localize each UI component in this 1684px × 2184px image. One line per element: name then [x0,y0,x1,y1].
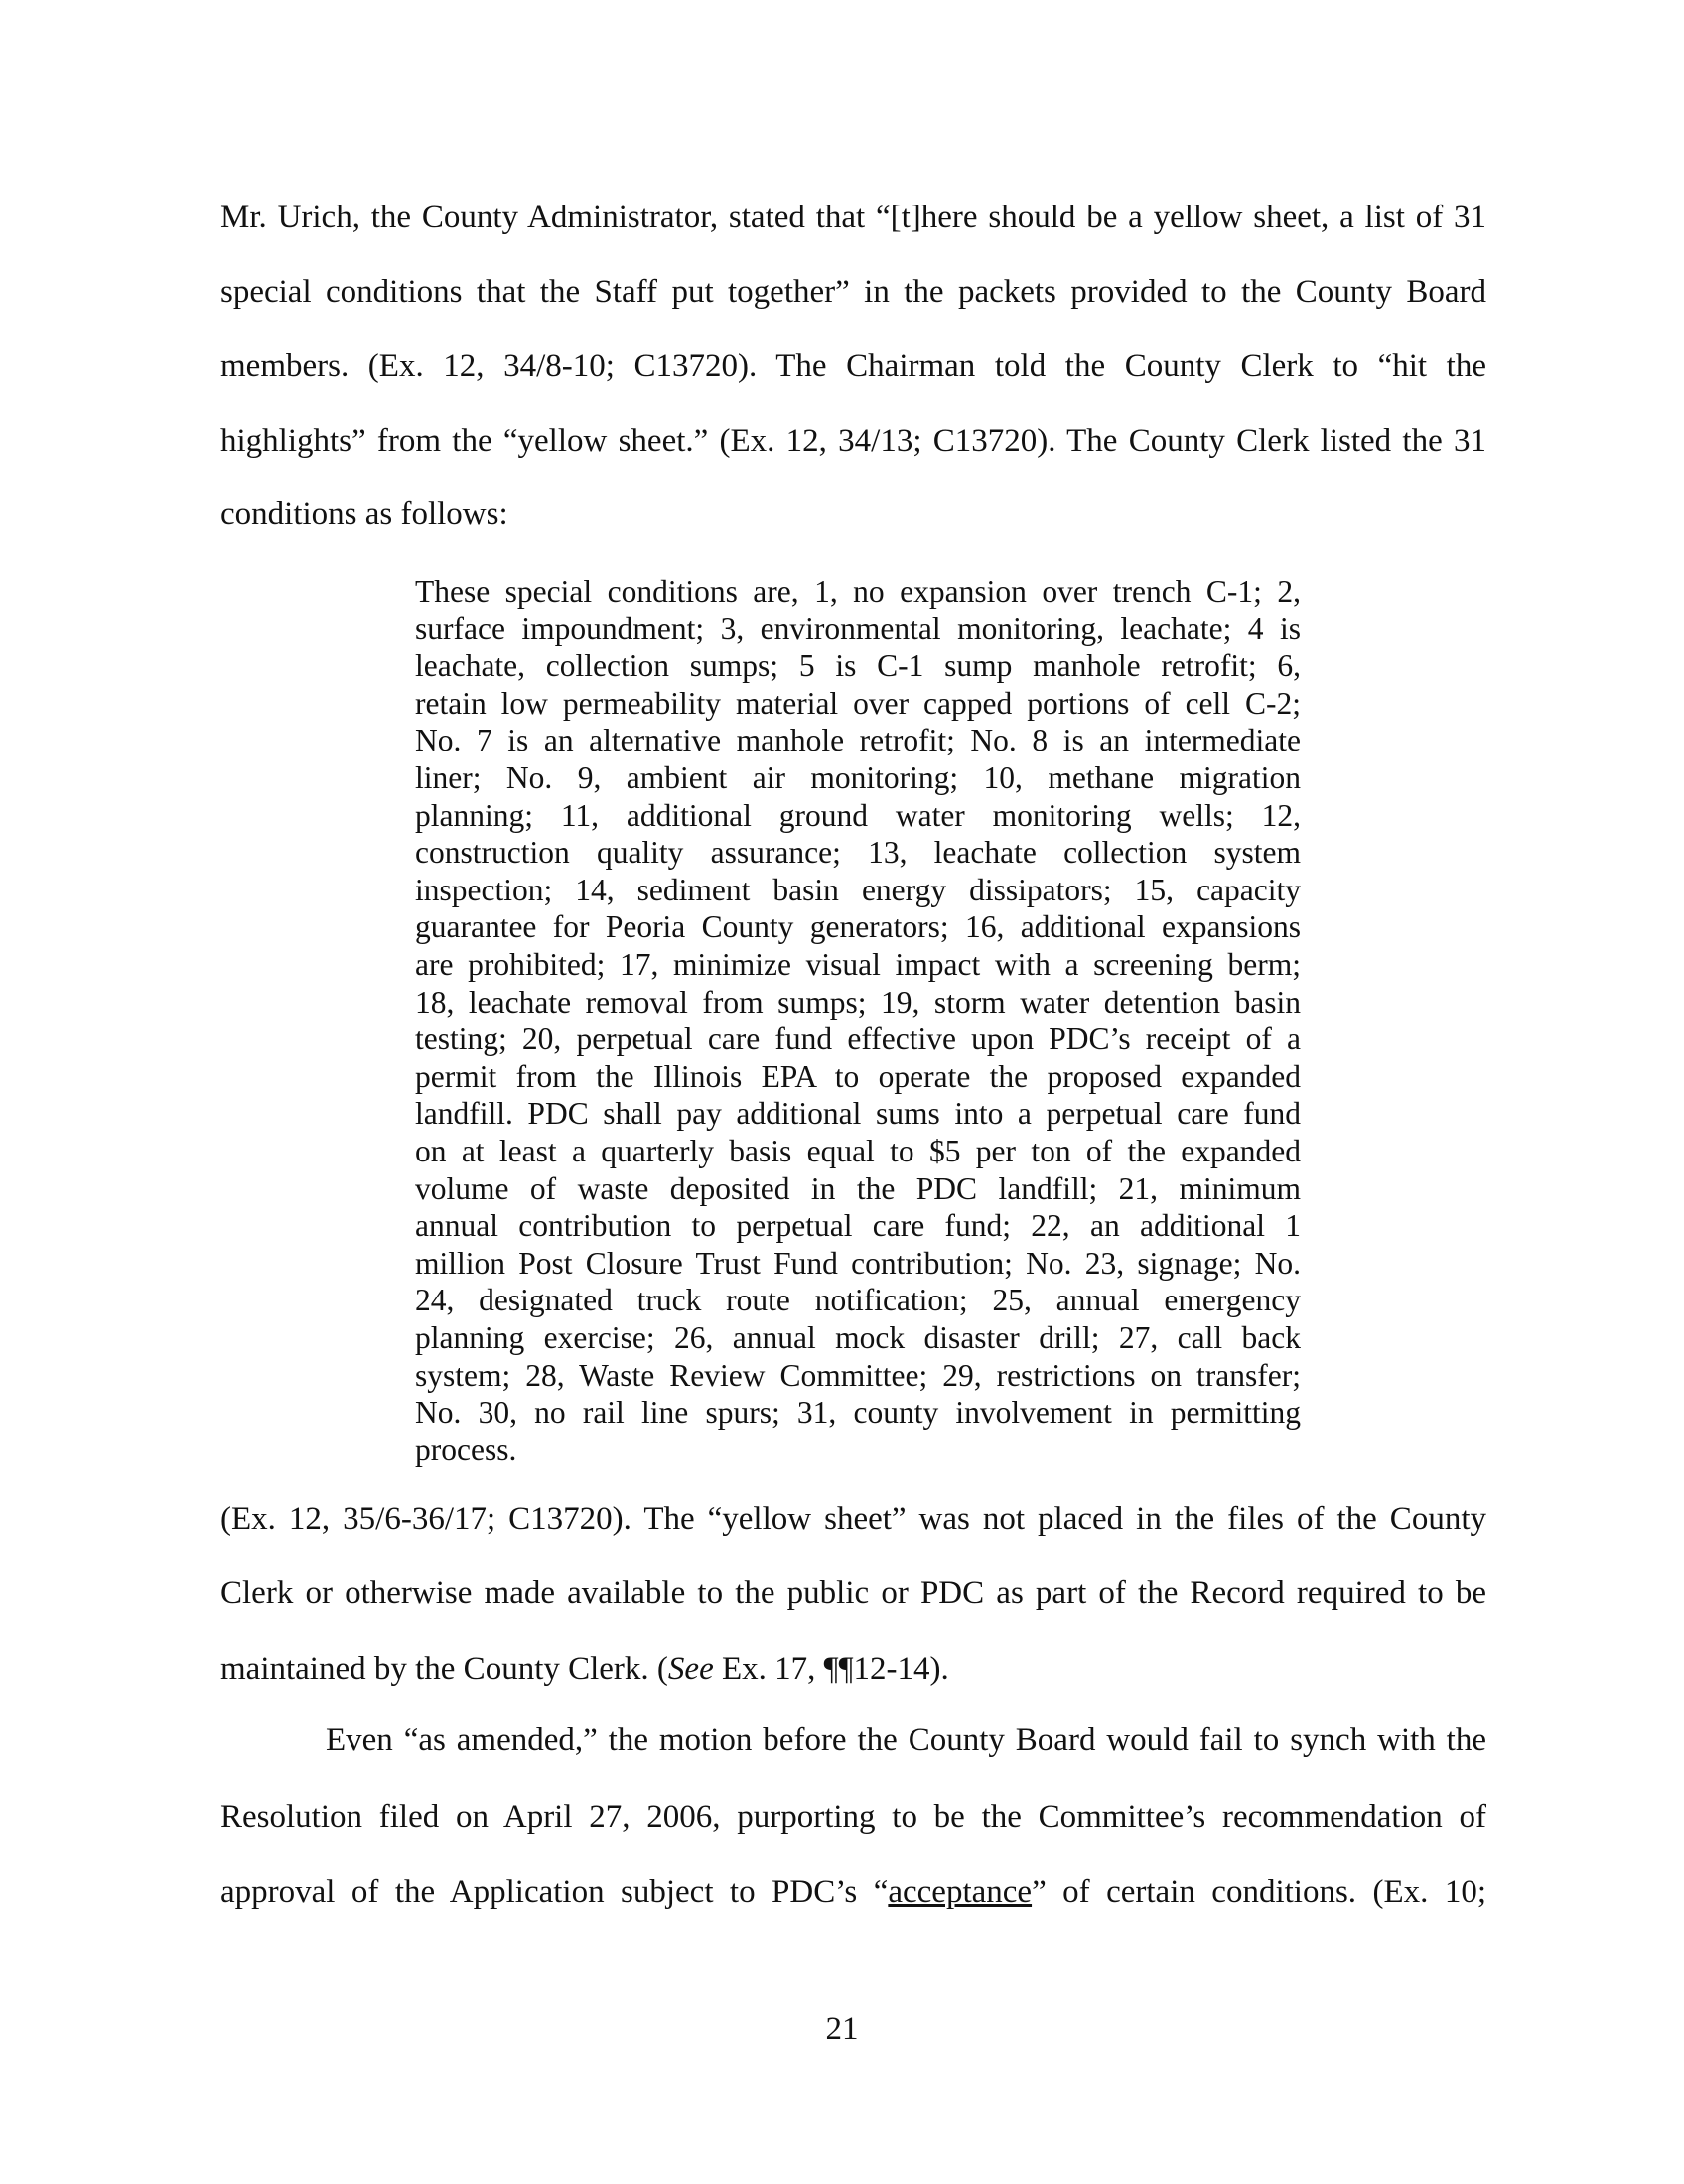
block-quote-line: construction quality assurance; 13, leachate collection system [415,835,1301,871]
block-quote-line: surface impoundment; 3, environmental monitoring, leachate; 4 is [415,611,1301,646]
paragraph-2-line [220,1573,1486,1613]
block-quote-line: million Post Closure Trust Fund contribution; No. 23, signage; No. [415,1245,1301,1281]
block-quote-line: are prohibited; 17, minimize visual impact with a screening berm; [415,947,1301,982]
text-segment: maintained by the County Clerk. ( [220,1651,668,1687]
block-quote-line: inspection; 14, sediment basin energy dissipators; 15, capacity [415,872,1301,907]
paragraph-1-line: Mr. Urich, the County Administrator, stated that “[t]here should be a yellow sheet, a list of 31 [220,200,1486,235]
italic-text: See [667,1651,714,1687]
paragraph-3-line [220,1872,1486,1912]
paragraph-2-line [220,1499,1486,1539]
text-segment: Clerk or otherwise made available to the public or PDC as part of the Record required to be [220,1575,1486,1611]
block-quote-line: permit from the Illinois EPA to operate the proposed expanded [415,1058,1301,1094]
block-quote-line: volume of waste deposited in the PDC landfill; 21, minimum [415,1170,1301,1206]
paragraph-1-line: highlights” from the “yellow sheet.” (Ex. 12, 34/13; C13720). The County Clerk listed the 31 [220,423,1486,459]
paragraph-1-line: members. (Ex. 12, 34/8-10; C13720). The Chairman told the County Clerk to “hit the [220,348,1486,384]
block-quote-line: guarantee for Peoria County generators; 16, additional expansions [415,909,1301,945]
block-quote-line: No. 7 is an alternative manhole retrofit; No. 8 is an intermediate [415,723,1301,758]
block-quote-line: on at least a quarterly basis equal to $5 per ton of the expanded [415,1134,1301,1168]
text-segment: ” of certain conditions. (Ex. 10; [1032,1874,1487,1910]
paragraph-1-line: special conditions that the Staff put together” in the packets provided to the County Board [220,274,1486,310]
block-quote-line: 18, leachate removal from sumps; 19, storm water detention basin [415,984,1301,1020]
page-number: 21 [825,2011,859,2047]
block-quote-line: These special conditions are, 1, no expansion over trench C-1; 2, [415,574,1301,609]
block-quote-line: planning; 11, additional ground water monitoring wells; 12, [415,797,1301,833]
block-quote-line: process. [415,1432,517,1467]
paragraph-3-line [326,1720,1486,1760]
block-quote-line: planning exercise; 26, annual mock disaster drill; 27, call back [415,1320,1301,1355]
text-segment: Even “as amended,” the motion before the County Board would fail to synch with the [326,1722,1486,1758]
block-quote-line: testing; 20, perpetual care fund effective upon PDC’s receipt of a [415,1022,1301,1057]
block-quote-line: No. 30, no rail line spurs; 31, county involvement in permitting [415,1395,1301,1431]
paragraph-3-line [220,1797,1486,1837]
block-quote-line: landfill. PDC shall pay additional sums into a perpetual care fund [415,1096,1301,1132]
text-segment: (Ex. 12, 35/6-36/17; C13720). The “yellow sheet” was not placed in the files of the County [220,1501,1486,1537]
block-quote-line: annual contribution to perpetual care fund; 22, an additional 1 [415,1208,1301,1244]
text-segment: Ex. 17, ¶¶12-14). [713,1651,949,1687]
block-quote-line: retain low permeability material over capped portions of cell C-2; [415,685,1301,721]
paragraph-1-line: conditions as follows: [220,496,508,532]
underlined-text: acceptance [888,1874,1033,1910]
block-quote-line: system; 28, Waste Review Committee; 29, restrictions on transfer; [415,1357,1301,1393]
text-segment: Resolution filed on April 27, 2006, purporting to be the Committee’s recommendation of [220,1799,1486,1835]
text-segment: approval of the Application subject to PDC’s “ [220,1874,889,1910]
block-quote-line: liner; No. 9, ambient air monitoring; 10, methane migration [415,760,1301,795]
paragraph-2-line [220,1649,1486,1689]
block-quote-line: 24, designated truck route notification; 25, annual emergency [415,1283,1301,1318]
block-quote-line: leachate, collection sumps; 5 is C-1 sump manhole retrofit; 6, [415,648,1301,684]
